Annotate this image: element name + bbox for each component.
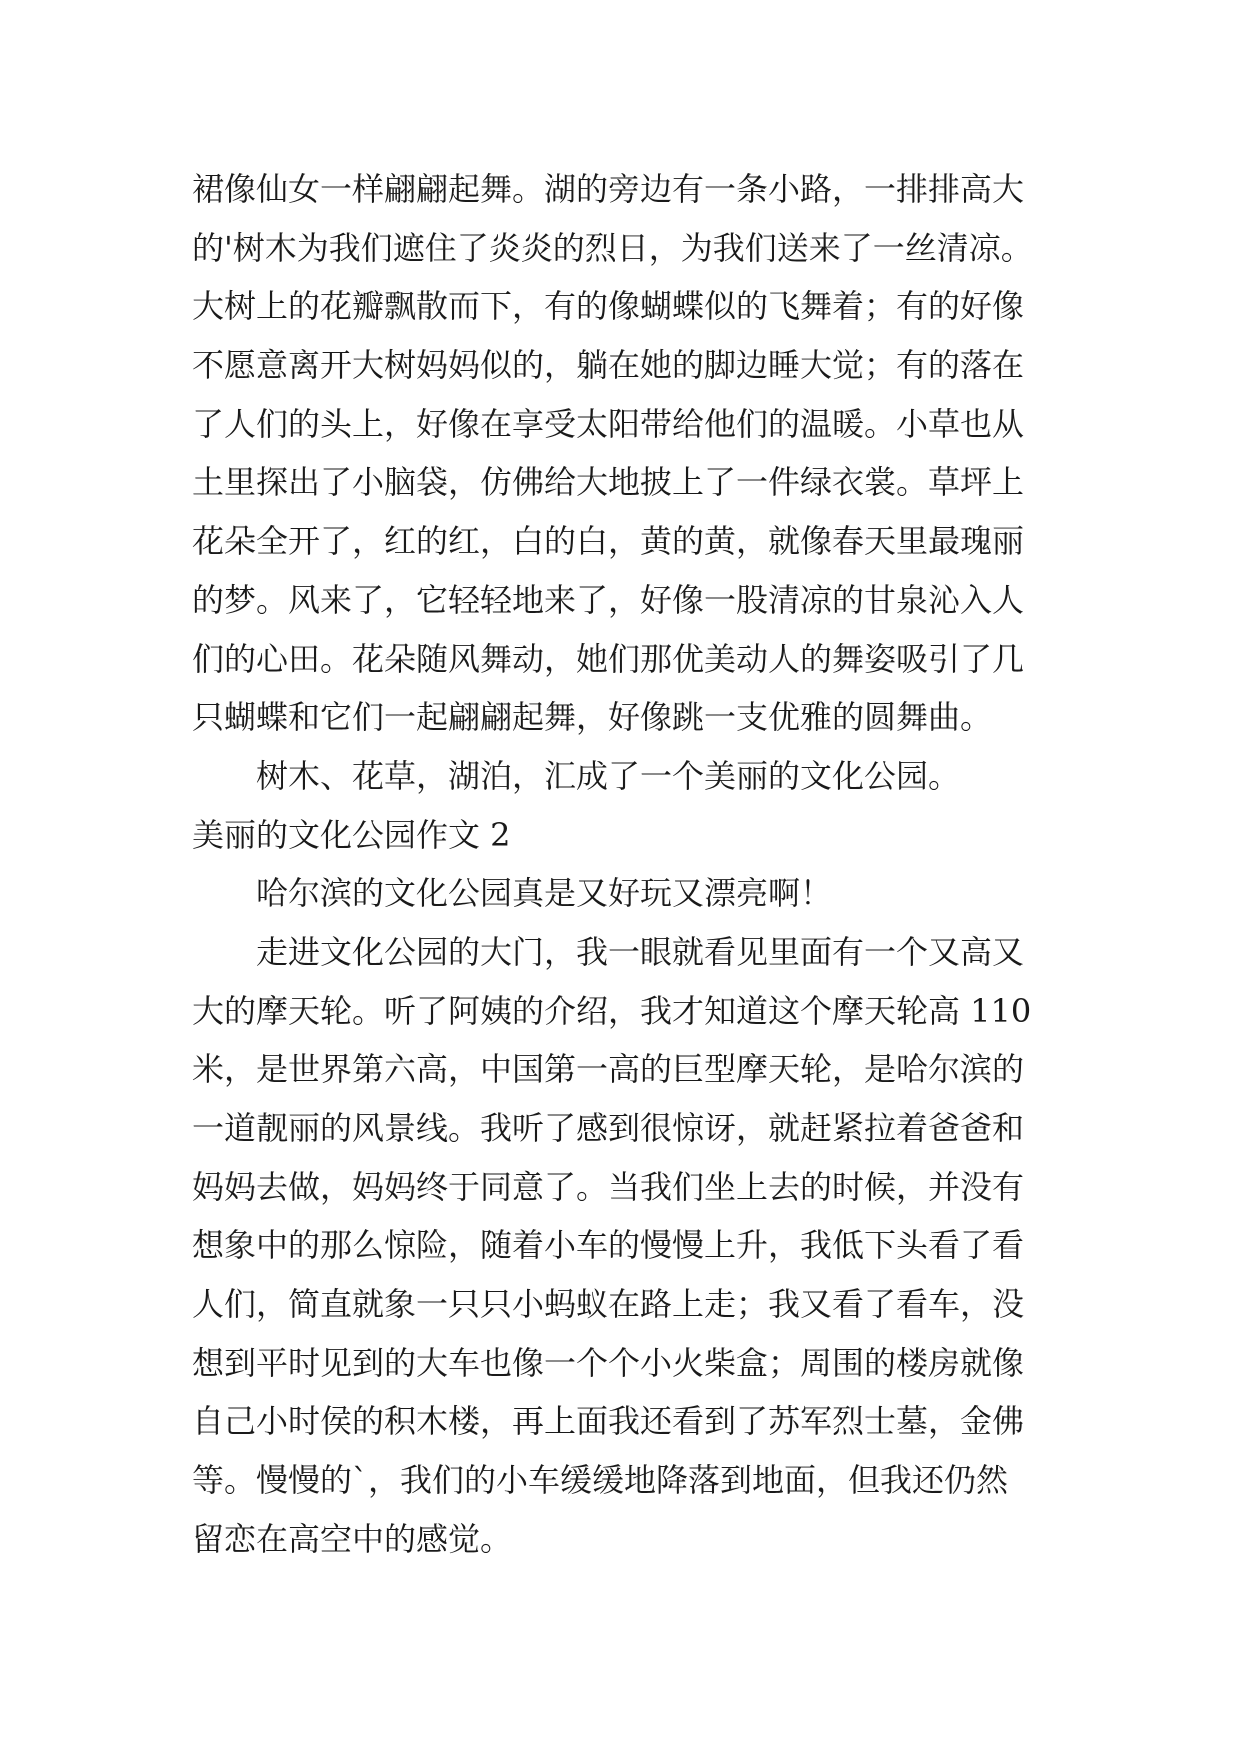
text-line: 米，是世界第六高，中国第一高的巨型摩天轮，是哈尔滨的 — [192, 1050, 1025, 1089]
text-line: 一道靓丽的风景线。我听了感到很惊讶，就赶紧拉着爸爸和 — [192, 1109, 1025, 1147]
text-line: 等。慢慢的`，我们的小车缓缓地降落到地面，但我还仍然 — [192, 1461, 1009, 1500]
text-line: 花朵全开了，红的红，白的白，黄的黄，就像春天里最瑰丽 — [192, 522, 1025, 561]
text-line: 们的心田。花朵随风舞动，她们那优美动人的舞姿吸引了几 — [192, 639, 1025, 678]
text-line: 了人们的头上，好像在享受太阳带给他们的温暖。小草也从 — [192, 404, 1025, 443]
text-line: 走进文化公园的大门，我一眼就看见里面有一个又高又 — [256, 932, 1025, 971]
text-line: 不愿意离开大树妈妈似的，躺在她的脚边睡大觉；有的落在 — [192, 346, 1025, 385]
text-line: 大的摩天轮。听了阿姨的介绍，我才知道这个摩天轮高 110 — [192, 991, 1032, 1030]
text-line: 想到平时见到的大车也像一个个小火柴盒；周围的楼房就像 — [192, 1343, 1025, 1382]
text-line: 妈妈去做，妈妈终于同意了。当我们坐上去的时候，并没有 — [192, 1167, 1025, 1206]
text-line: 留恋在高空中的感觉。 — [192, 1519, 513, 1558]
text-line: 大树上的花瓣飘散而下，有的像蝴蝶似的飞舞着；有的好像 — [192, 287, 1025, 326]
text-line: 哈尔滨的文化公园真是又好玩又漂亮啊！ — [256, 874, 833, 913]
document-body — [192, 160, 1072, 1569]
text-line: 美丽的文化公园作文 2 — [192, 815, 511, 854]
text-line: 树木、花草，湖泊，汇成了一个美丽的文化公园。 — [256, 756, 961, 795]
text-line: 想象中的那么惊险，随着小车的慢慢上升，我低下头看了看 — [192, 1226, 1025, 1265]
text-line: 人们，简直就象一只只小蚂蚁在路上走；我又看了看车，没 — [192, 1285, 1025, 1324]
text-line: 自己小时侯的积木楼，再上面我还看到了苏军烈士墓，金佛 — [192, 1402, 1025, 1441]
text-line: 的梦。风来了，它轻轻地来了，好像一股清凉的甘泉沁入人 — [192, 580, 1025, 619]
text-line: 只蝴蝶和它们一起翩翩起舞，好像跳一支优雅的圆舞曲。 — [192, 698, 993, 737]
text-line: 裙像仙女一样翩翩起舞。湖的旁边有一条小路，一排排高大 — [192, 170, 1025, 208]
text-line: 的'树木为我们遮住了炎炎的烈日，为我们送来了一丝清凉。 — [192, 228, 1033, 267]
text-line: 土里探出了小脑袋，仿佛给大地披上了一件绿衣裳。草坪上 — [192, 463, 1025, 502]
